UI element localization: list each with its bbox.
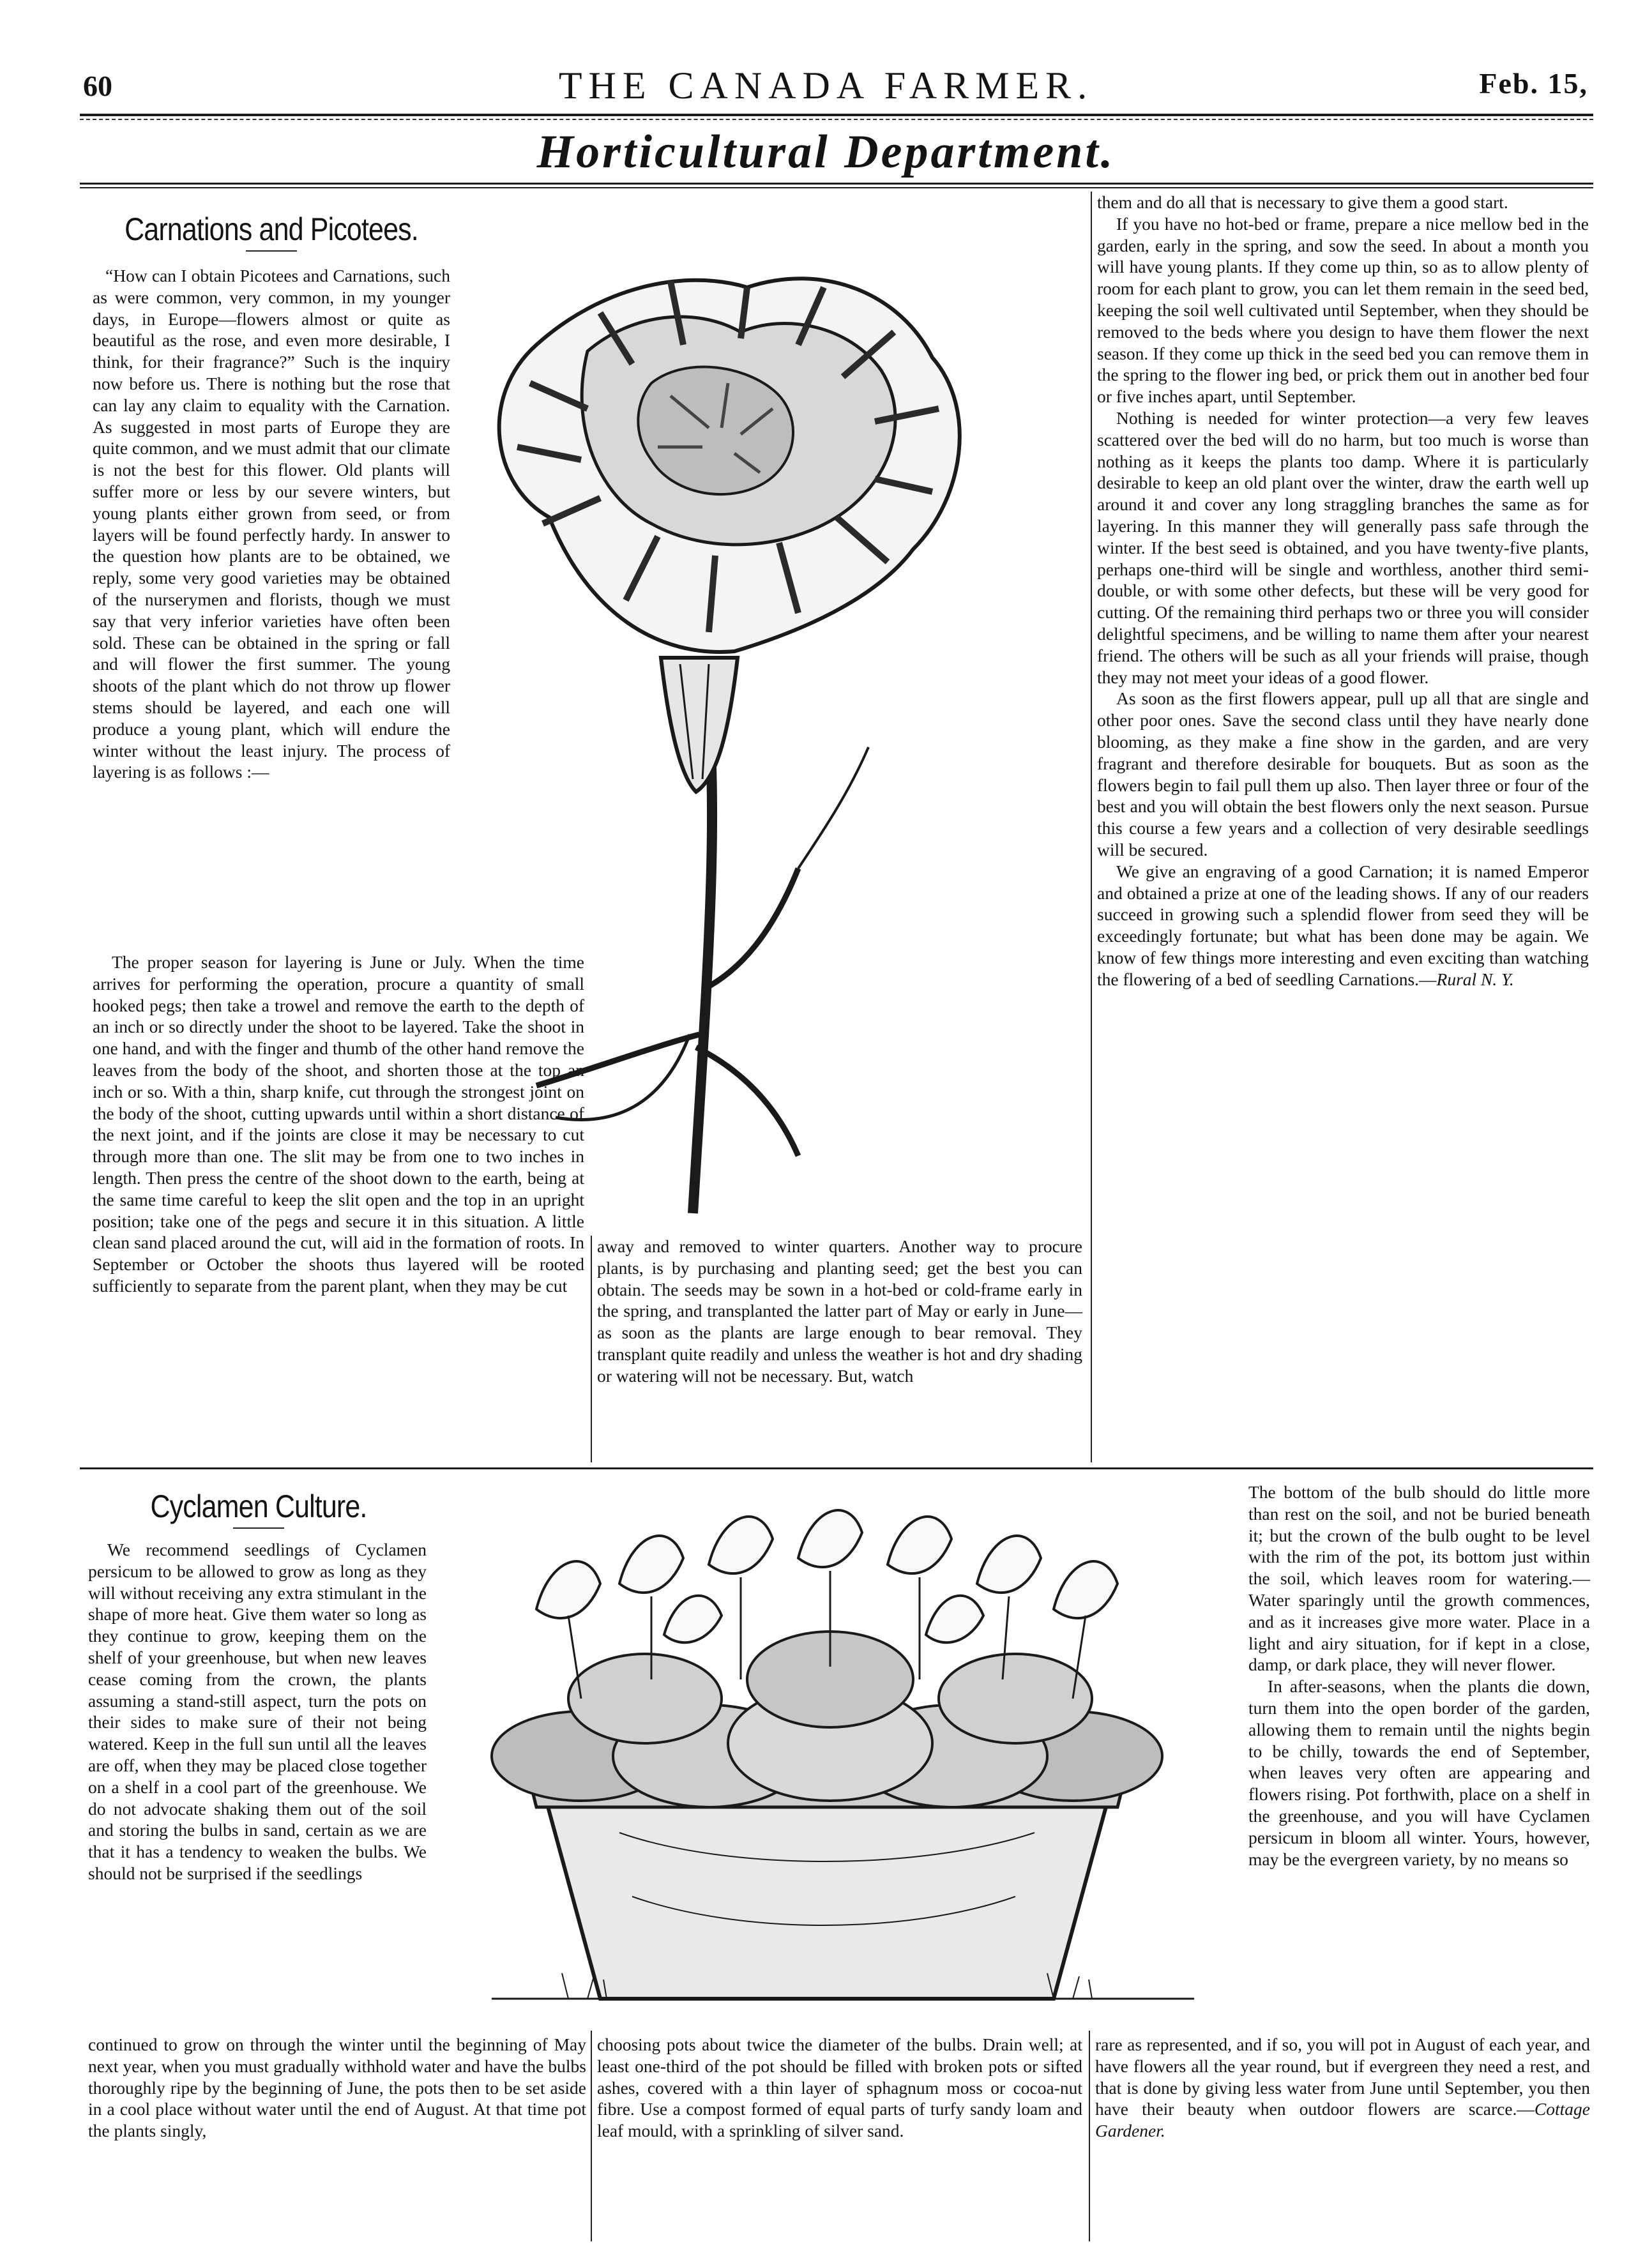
cyclamen-pot-illustration: [441, 1488, 1239, 2031]
section-rule: [80, 1467, 1593, 1469]
carnations-right-4: As soon as the first flowers appear, pull up all that are single and other poor ones. Save the second class until they have nearly done blooming, as they make a fine show in the garden, and are very fragrant and therefore desirable for bouquets. But as soon as the flowers begin to fail pull them up also. Then layer three or four of the best and you will obtain the best flowers only the next season. Pursue this course a few years and a collection of very desirable seedlings will be secured.: [1097, 688, 1589, 860]
carnations-layering: The proper season for layering is June or July. When the time arrives for performing the operation, procure a quantity of small hooked pegs; then take a trowel and remove the earth to the depth of an inch or so directly under the shoot to be layered. Take the shoot in one hand, and with the finger and thumb of the other hand remove the leaves from the body of the shoot, and shorten those at the top an inch or so. With a thin, sharp knife, cut through the strongest joint on the body of the shoot, cutting upwards until within a short distance of the next joint, and if the joints are close it may be necessary to cut through more than one. The slit may be from one to two inches in length. Then press the centre of the shoot down to the earth, being at the same time careful to keep the slit open and the top in an upright position; take one of the pegs and secure it in this situation. A little clean sand placed around the cut, will aid in the formation of roots. In September or October the shoots thus layered will be rooted sufficiently to separate from the parent plant, when they may be cut: [93, 952, 584, 1296]
carnations-source: Rural N. Y.: [1436, 969, 1514, 989]
column-divider-bottom-right: [1089, 2031, 1090, 2241]
cyclamen-right-column: [1248, 1481, 1590, 1870]
carnations-mid-text: away and removed to winter quarters. Another way to procure plants, is by purchasing and planting seed; get the best you can obtain. The seeds may be sown in a hot-bed or cold-frame early in the spring, and transplanted the latter part of May or early in June—as soon as the plants are large enough to bear removal. They transplant quite readily and unless the weather is hot and dry shading or watering will not be necessary. But, watch: [597, 1236, 1082, 1386]
cyclamen-right-1: The bottom of the bulb should do little more than rest on the soil, and not be buried beneath it; but the crown of the bulb ought to be level with the rim of the pot, its bottom just within the soil, which leaves room for watering.—Water sparingly until the growth commences, and as it increases give more water. Place in a light and airy situation, for if kept in a close, damp, or dark place, they will never flower.: [1248, 1482, 1590, 1675]
cyclamen-title: Cyclamen Culture.: [150, 1489, 367, 1524]
carnations-headline-block: [96, 211, 447, 252]
header-rule: [80, 114, 1593, 116]
issue-date: Feb. 15,: [1479, 67, 1588, 100]
carnations-right-2: If you have no hot-bed or frame, prepare a nice mellow bed in the garden, early in the spring, and sow the seed. In about a month you will have young plants. If they come up thin, so as to allow plenty of room for each plant to grow, you can let them remain in the seed bed, keeping the soil well cultivated until September, when they should be removed to the beds where you design to have them flower the next season. If they come up thick in the seed bed you can remove them in the spring to the flower ing bed, or prick them out in another bed four or five inches apart, until September.: [1097, 213, 1589, 407]
cyclamen-left-text: We recommend seedlings of Cyclamen persicum to be allowed to grow as long as they will without receiving any extra stimulant in the shape of more heat. Give them water so long as they continue to grow, keeping them on the shelf of your greenhouse, but when new leaves cease coming from the crown, the plants assuming a stand-still aspect, turn the pots on their sides to make sure of their not being watered. Keep in the full sun until all the leaves are off, when they may be placed close together on a shelf in a cool part of the greenhouse. We do not advocate shaking them out of the soil and storing the bulbs in sand, certain as we are that it has a tendency to weaken the bulbs. We should not be surprised if the seedlings: [88, 1540, 427, 1883]
column-divider-mid: [591, 1236, 592, 1462]
header-rule-dashed: [80, 119, 1593, 120]
publication-title: THE CANADA FARMER.: [558, 64, 1094, 107]
department-heading: Horticultural Department.: [536, 126, 1116, 178]
cyclamen-bottom-left-column: [88, 2034, 586, 2142]
cyclamen-source: Cottage Gardener.: [1095, 2099, 1590, 2141]
carnation-illustration: [441, 217, 1086, 1226]
department-rule: [80, 183, 1593, 185]
carnations-right-3: Nothing is needed for winter protection—a very few leaves scattered over the bed will do no harm, but too much is worse than nothing as it keeps the plants too damp. Where it is particularly desirable to keep an old plant over the winter, draw the earth well up around it and cover any long straggling branches the same as for layering. In this manner they will generally pass safe through the winter. If the best seed is obtained, and you have twenty-five plants, perhaps one-third will be single and worthless, another third semi-double, or with some other defects, but these will be very good for cutting. Of the remaining third perhaps two or three you will consider delightful specimens, and be willing to name them after your nearest friend. The others will be such as all your friends will praise, though they may not meet your ideas of a good flower.: [1097, 407, 1589, 687]
cyclamen-left-column: [88, 1539, 427, 1884]
carnations-intro: “How can I obtain Picotees and Carnations, such as were common, very common, in my younger days, in Europe—flowers almost or quite as beautiful as the rose, and even more desirable, I think, for their fragrance?” Such is the inquiry now before us. There is nothing but the rose that can lay any claim to equality with the Carnation. As suggested in most parts of Europe they are quite common, and we must admit that our climate is not the best for this flower. Old plants will suffer more or less by our severe winters, but young plants either grown from seed, or from layers will be found perfectly hardy. In answer to the question how plants are to be obtained, we reply, some very good varieties may be obtained of the nurserymen and florists, though we must say that very inferior varieties have often been sold. These can be obtained in the spring or fall and will flower the first summer. The young shoots of the plant which do not throw up flower stems should be layered, and each one will produce a young plant, which will endure the winter without the least injury. The process of layering is as follows :—: [93, 266, 450, 782]
carnations-right-5: [1097, 861, 1589, 990]
headline-underline: [233, 1527, 284, 1529]
cyclamen-headline-block: [93, 1488, 425, 1529]
carnations-mid-column: [597, 1236, 1082, 1387]
headline-underline: [246, 250, 297, 252]
carnations-right-1: them and do all that is necessary to give them a good start.: [1097, 192, 1508, 212]
carnations-intro-narrow: [93, 265, 450, 783]
column-divider-bottom-left: [591, 2031, 592, 2241]
department-rule-thin: [80, 187, 1593, 188]
cyclamen-bottom-right-text: rare as represented, and if so, you will pot in August of each year, and have flowers all the year round, but if evergreen they need a rest, and that is done by giving less water from June until September, you then have their beauty when outdoor flowers are scarce.—: [1095, 2034, 1590, 2119]
page-number: 60: [83, 70, 112, 102]
column-divider-right: [1091, 192, 1092, 1462]
cyclamen-right-2: In after-seasons, when the plants die down, turn them into the open border of the garden, allowing them to remain until the nights begin to be chilly, towards the end of September, when leaves very often are appearing and flowers rising. Pot forthwith, place on a shelf in the greenhouse, and you will have Cyclamen persicum in bloom all winter. Yours, however, may be the evergreen variety, by no means so: [1248, 1676, 1590, 1869]
carnations-right-5-text: We give an engraving of a good Carnation; it is named Emperor and obtained a prize at one of the leading shows. If any of our readers succeed in growing such a splendid flower from seed they will be exceedingly fortunate; but what has been done may be again. We know of few things more interesting and even exciting than watching the flowering of a bed of seedling Carnations.—: [1097, 861, 1589, 989]
carnations-right-column: [1097, 192, 1589, 990]
carnations-title: Carnations and Picotees.: [125, 211, 418, 247]
cyclamen-bottom-mid-text: choosing pots about twice the diameter of the bulbs. Drain well; at least one-third of the pot should be filled with broken pots or sifted ashes, covered with a thin layer of sphagnum moss or cocoa-nut fibre. Use a compost formed of equal parts of turfy sandy loam and leaf mould, with a sprinkling of silver sand.: [597, 2034, 1082, 2141]
cyclamen-bottom-left-text: continued to grow on through the winter until the beginning of May next year, when you must gradually withhold water and have the bulbs thoroughly ripe by the beginning of June, the pots then to be set aside in a cool place without water until the end of August. At that time pot the plants singly,: [88, 2034, 586, 2141]
cyclamen-bottom-mid-column: [597, 2034, 1082, 2142]
cyclamen-bottom-right-column: [1095, 2034, 1590, 2142]
